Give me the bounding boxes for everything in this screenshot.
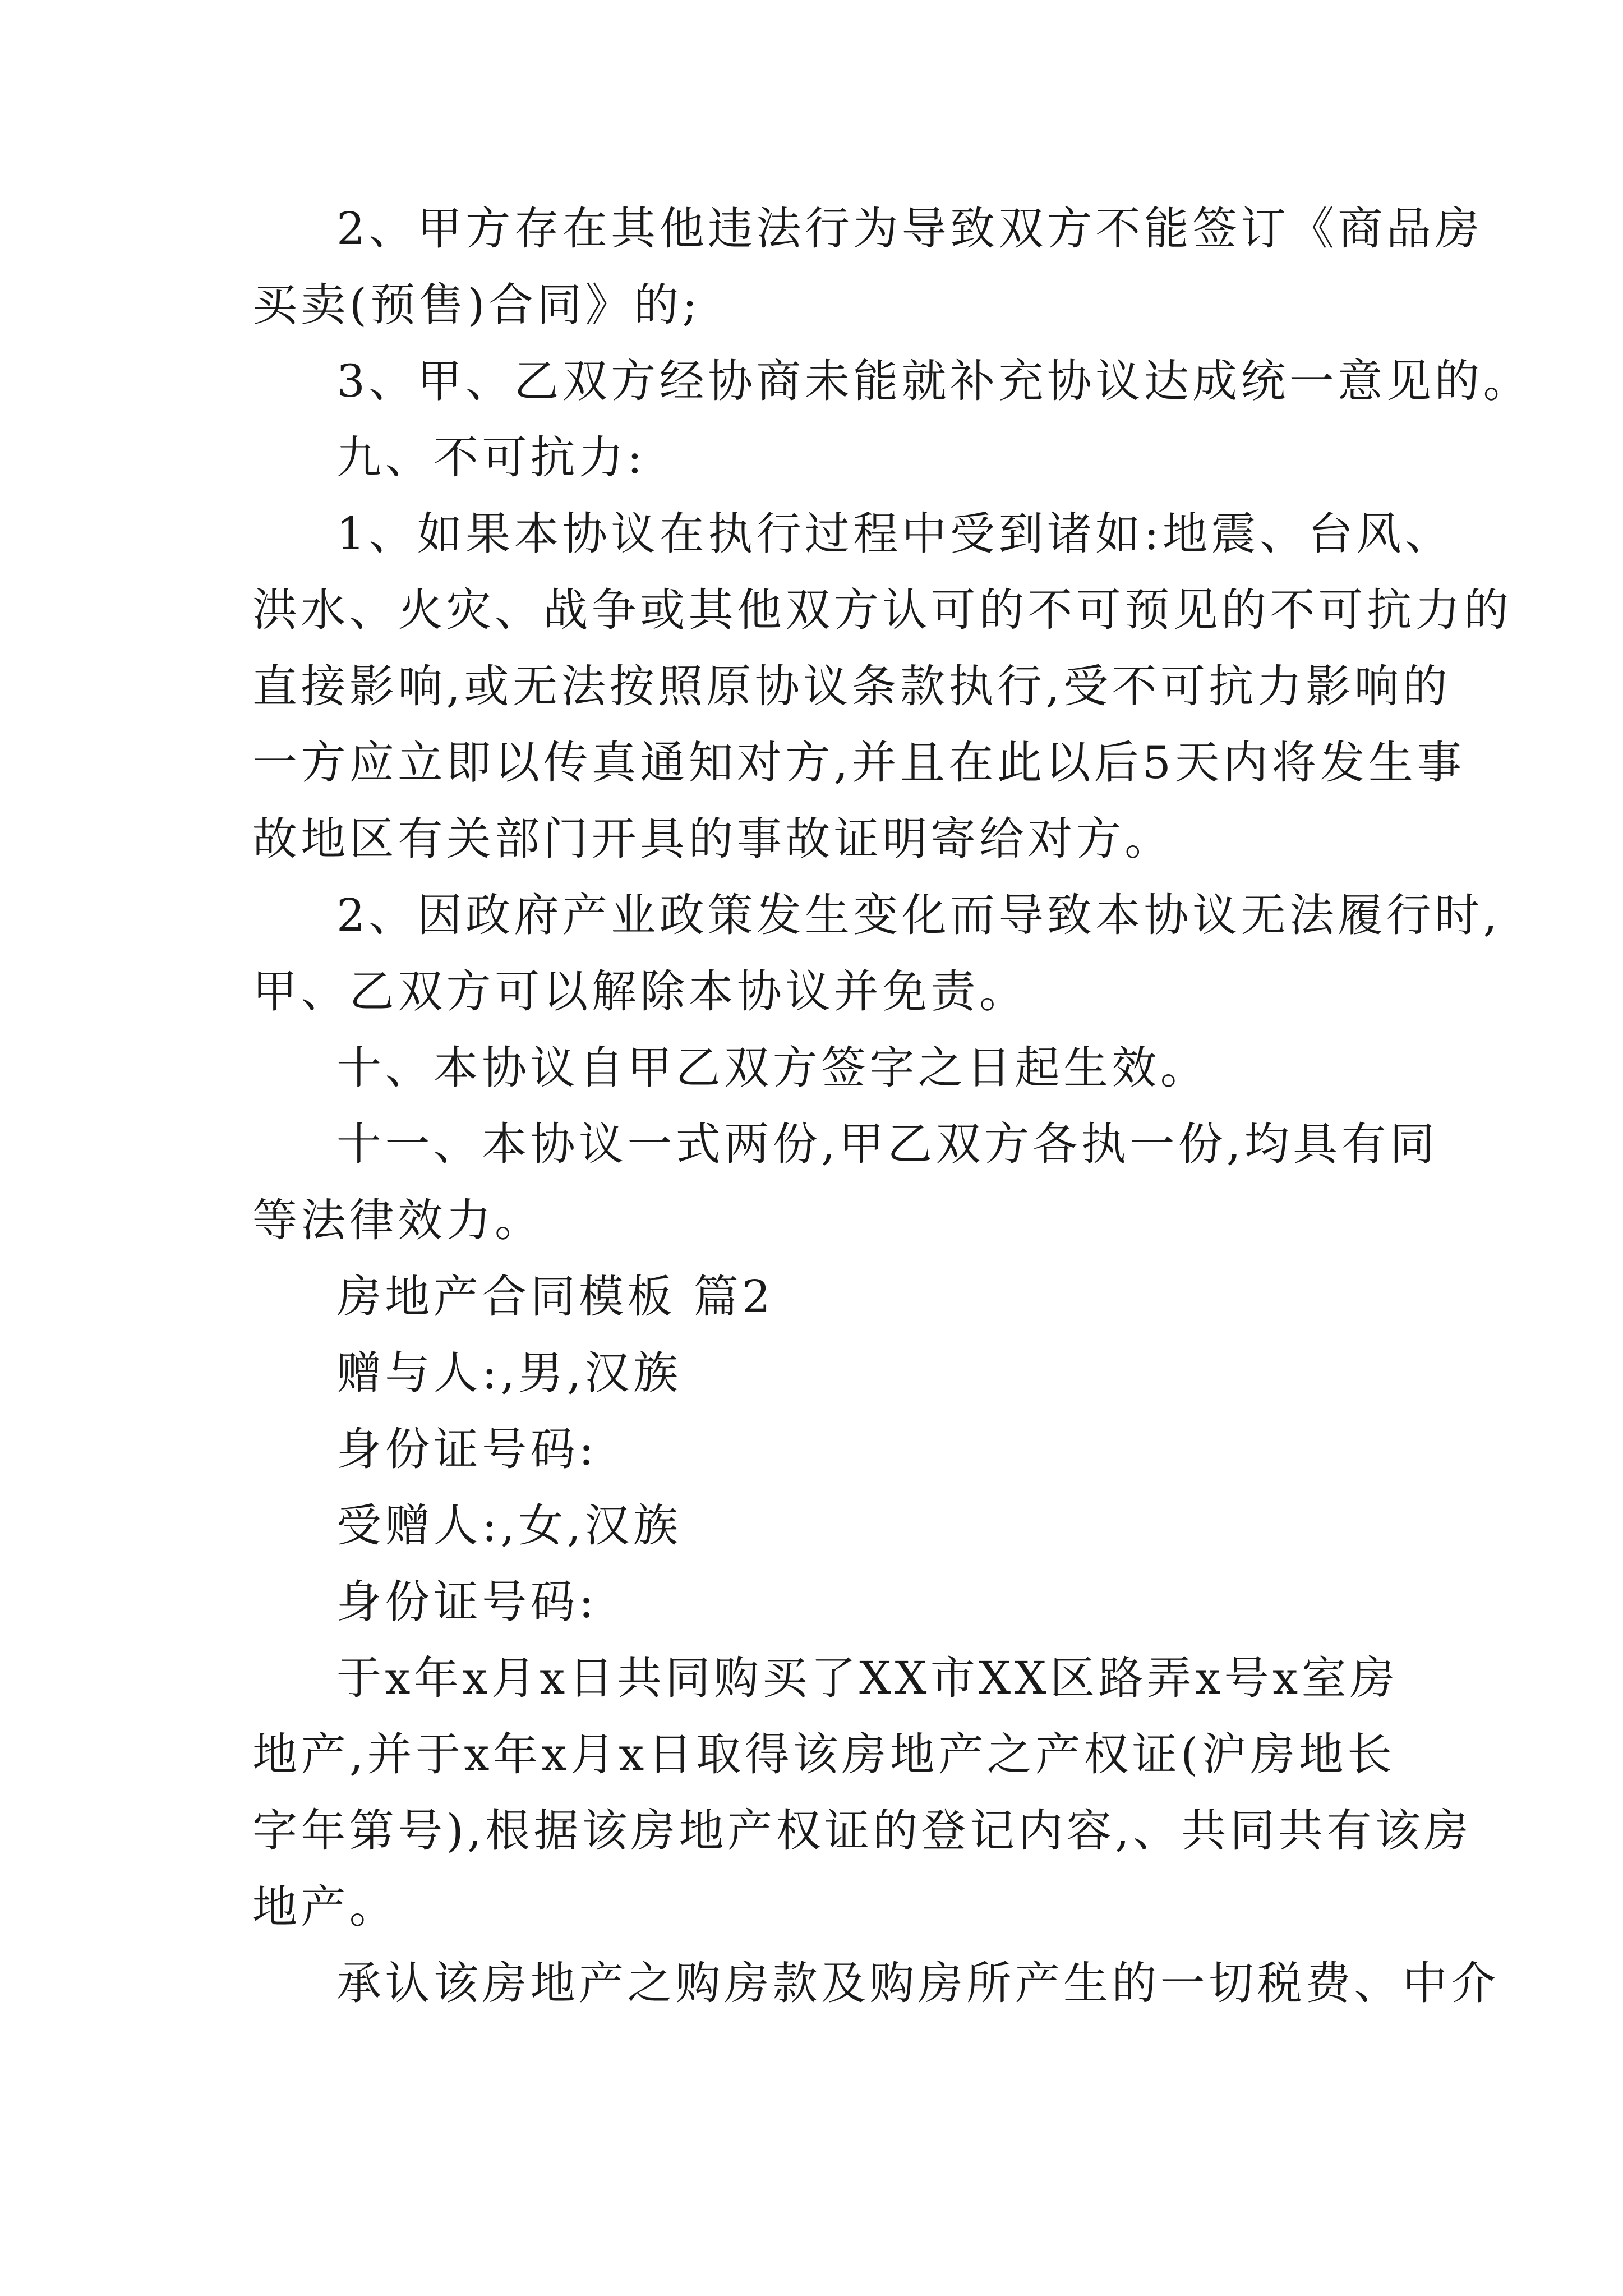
document-body (252, 191, 1532, 2022)
section-heading: 九、不可抗力: (336, 431, 646, 484)
text-line: 买卖(预售)合同》的; (252, 279, 701, 331)
text-line: 2、甲方存在其他违法行为导致双方不能签订《商品房 (336, 203, 1483, 255)
section-heading: 十、本协议自甲乙双方签字之日起生效。 (336, 1042, 1209, 1094)
text-line: 承认该房地产之购房款及购房所产生的一切税费、中介 (336, 1957, 1500, 2009)
text-line: 1、如果本协议在执行过程中受到诸如:地震、台风、 (336, 508, 1454, 560)
article-title: 房地产合同模板 篇2 (336, 1271, 774, 1323)
donor-line: 赠与人:,男,汉族 (336, 1347, 682, 1399)
text-line: 字年第号),根据该房地产权证的登记内容,、共同共有该房 (252, 1805, 1472, 1857)
text-line: 等法律效力。 (252, 1194, 543, 1246)
section-heading: 十一、本协议一式两份,甲乙双方各执一份,均具有同 (336, 1118, 1438, 1170)
text-line: 于x年x月x日共同购买了XX市XX区路弄x号x室房 (336, 1652, 1399, 1704)
donee-line: 受赠人:,女,汉族 (336, 1499, 682, 1552)
text-line: 一方应立即以传真通知对方,并且在此以后5天内将发生事 (252, 737, 1465, 789)
text-line: 地产,并于x年x月x日取得该房地产之产权证(沪房地长 (252, 1728, 1396, 1780)
text-line: 2、因政府产业政策发生变化而导致本协议无法履行时, (336, 889, 1501, 941)
text-line: 直接影响,或无法按照原协议条款执行,受不可抗力影响的 (252, 660, 1451, 712)
text-line: 故地区有关部门开具的事故证明寄给对方。 (252, 813, 1173, 865)
donee-id-line: 身份证号码: (336, 1576, 598, 1628)
text-line: 甲、乙双方可以解除本协议并免责。 (252, 965, 1028, 1018)
text-line: 洪水、火灾、战争或其他双方认可的不可预见的不可抗力的 (252, 584, 1513, 636)
text-line: 3、甲、乙双方经协商未能就补充协议达成统一意见的。 (336, 355, 1532, 407)
text-line: 地产。 (252, 1881, 398, 1933)
donor-id-line: 身份证号码: (336, 1423, 598, 1475)
